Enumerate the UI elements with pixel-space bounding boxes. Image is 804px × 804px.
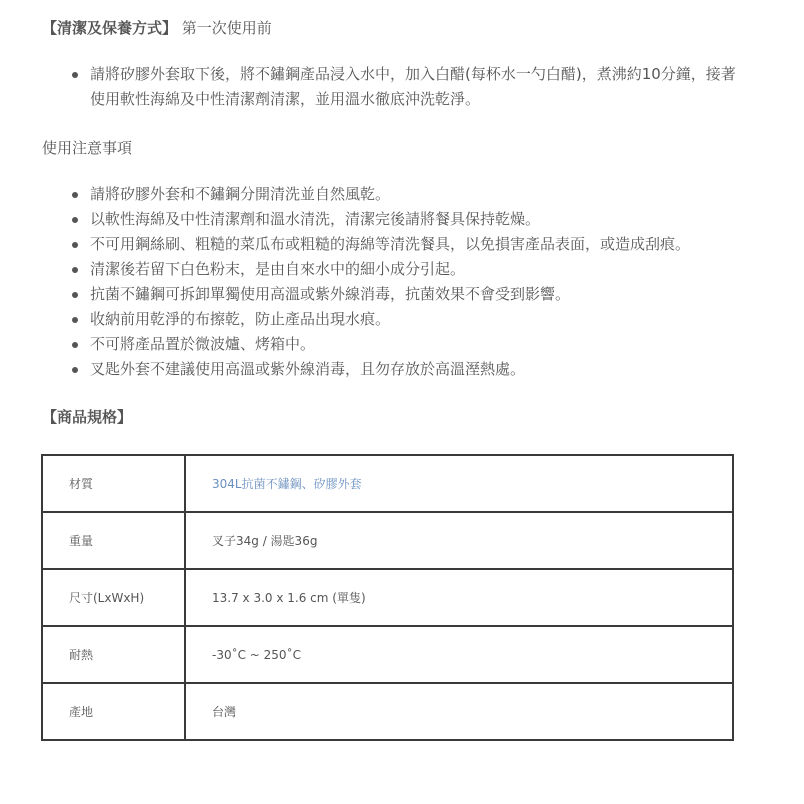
bullet-icon — [72, 367, 78, 373]
list-item — [42, 257, 742, 282]
spec-label-weight: 重量 — [42, 512, 185, 569]
table-row — [42, 683, 733, 740]
bullet-icon — [72, 317, 78, 323]
table-row — [42, 512, 733, 569]
list-item-text: 請將矽膠外套和不鏽鋼分開清洗並自然風乾。 — [90, 185, 391, 203]
list-item — [42, 232, 742, 257]
notes-heading: 使用注意事項 — [42, 139, 133, 157]
list-item — [42, 357, 742, 382]
bullet-icon — [72, 72, 78, 78]
spec-value-weight: 叉子34g / 湯匙36g — [185, 512, 733, 569]
list-item — [42, 207, 742, 232]
list-item — [42, 307, 742, 332]
bullet-icon — [72, 342, 78, 348]
bullet-icon — [72, 192, 78, 198]
bullet-icon — [72, 292, 78, 298]
list-item — [42, 332, 742, 357]
spec-label-heat: 耐熱 — [42, 626, 185, 683]
specs-heading-title: 【商品規格】 — [42, 408, 133, 426]
spec-label-size: 尺寸(LxWxH) — [42, 569, 185, 626]
cleaning-heading-subtitle: 第一次使用前 — [181, 19, 272, 37]
spec-value-material-link[interactable]: 304L抗菌不鏽鋼、矽膠外套 — [185, 455, 733, 512]
cleaning-heading-title: 【清潔及保養方式】 — [42, 19, 178, 37]
table-row — [42, 626, 733, 683]
list-item — [42, 282, 742, 307]
specs-table — [41, 454, 734, 741]
spec-value-heat: -30˚C ~ 250˚C — [185, 626, 733, 683]
bullet-icon — [72, 217, 78, 223]
list-item — [42, 62, 742, 112]
specs-heading — [42, 407, 132, 427]
list-item-text: 清潔後若留下白色粉末，是由自來水中的細小成分引起。 — [90, 260, 466, 278]
spec-label-material: 材質 — [42, 455, 185, 512]
list-item — [42, 182, 742, 207]
list-item-text: 收納前用乾淨的布擦乾，防止產品出現水痕。 — [90, 310, 391, 328]
spec-value-size: 13.7 x 3.0 x 1.6 cm (單隻) — [185, 569, 733, 626]
table-row — [42, 569, 733, 626]
list-item-text: 不可將產品置於微波爐、烤箱中。 — [90, 335, 316, 353]
list-item-text: 抗菌不鏽鋼可拆卸單獨使用高溫或紫外線消毒，抗菌效果不會受到影響。 — [90, 285, 571, 303]
table-row — [42, 455, 733, 512]
list-item-text: 叉匙外套不建議使用高溫或紫外線消毒，且勿存放於高溫溼熱處。 — [90, 360, 526, 378]
cleaning-list — [42, 62, 742, 112]
spec-label-origin: 產地 — [42, 683, 185, 740]
list-item-text: 不可用鋼絲刷、粗糙的菜瓜布或粗糙的海綿等清洗餐具，以免損害產品表面，或造成刮痕。 — [90, 235, 691, 253]
spec-value-origin: 台灣 — [185, 683, 733, 740]
list-item-text: 請將矽膠外套取下後，將不鏽鋼產品浸入水中，加入白醋(每杯水一勺白醋)，煮沸約10分鐘，接著使用軟性海綿及中性清潔劑清潔，並用溫水徹底沖洗乾淨。 — [90, 65, 736, 108]
bullet-icon — [72, 242, 78, 248]
notes-list — [42, 182, 742, 382]
bullet-icon — [72, 267, 78, 273]
cleaning-heading — [42, 18, 272, 38]
list-item-text: 以軟性海綿及中性清潔劑和溫水清洗，清潔完後請將餐具保持乾燥。 — [90, 210, 541, 228]
